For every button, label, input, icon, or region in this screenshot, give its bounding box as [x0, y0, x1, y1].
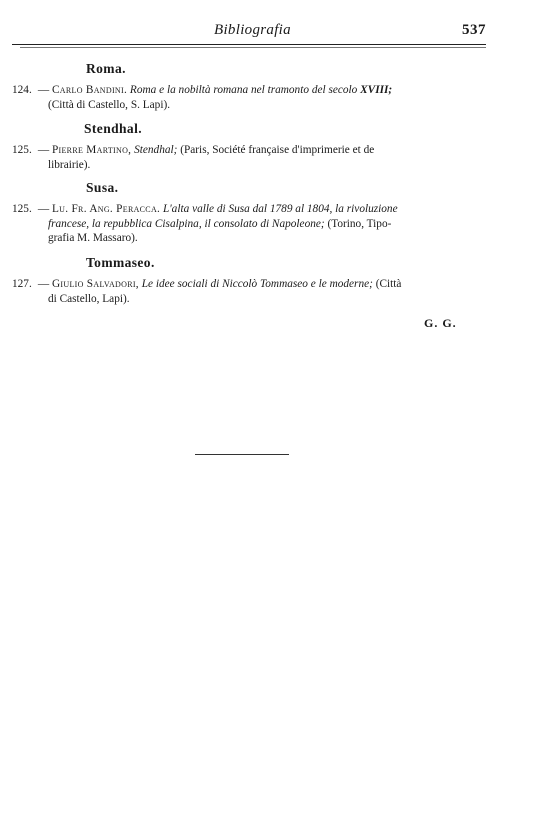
entry-number: 124. [12, 84, 32, 96]
entry-125-stendhal [12, 143, 486, 172]
entry-124 [12, 83, 486, 112]
closing-rule [195, 454, 289, 455]
entry-continuation-2: grafia M. Massaro). [48, 232, 138, 244]
running-head [0, 22, 550, 42]
entry-author: Pierre Martino, [51, 144, 132, 156]
section-heading-tommaseo: Tommaseo. [86, 255, 155, 270]
entry-continuation: (Città di Castello, S. Lapi). [48, 98, 171, 111]
signature: G. G. [424, 316, 457, 330]
entry-number: 127. [12, 278, 32, 290]
entry-dash: — [37, 278, 50, 290]
running-head-title: Bibliografia [214, 22, 291, 38]
entry-title: L'alta valle di Susa dal 1789 al 1804, la rivoluzione [162, 203, 398, 215]
entry-title: Stendhal; [134, 144, 178, 156]
entry-title-century: XVIII; [360, 84, 393, 96]
entry-continuation: librairie). [48, 158, 91, 171]
entry-continuation-publisher: (Torino, Tipo- [327, 217, 392, 230]
entry-author: Giulio Salvadori, [51, 278, 139, 290]
entry-title: Le idee sociali di Niccolò Tommaseo e le moderne; [141, 278, 373, 290]
entry-continuation: di Castello, Lapi). [48, 292, 130, 305]
page-number: 537 [462, 22, 486, 38]
entry-title: Roma e la nobiltà romana nel tramonto del secolo [129, 84, 358, 96]
entry-publisher: (Città [375, 278, 402, 290]
entry-dash: — [37, 203, 50, 215]
header-rule [12, 44, 486, 45]
entry-continuation-title: francese, la repubblica Cisalpina, il consolato di Napoleone; [48, 217, 325, 230]
section-heading-roma: Roma. [86, 61, 126, 76]
entry-number: 125. [12, 203, 32, 215]
section-heading-susa: Susa. [86, 180, 119, 195]
entry-publisher: (Paris, Société française d'imprimerie et de [180, 144, 375, 156]
entry-number: 125. [12, 144, 32, 156]
entry-author: Carlo Bandini. [51, 84, 128, 96]
entry-127 [12, 277, 486, 306]
section-heading-stendhal: Stendhal. [84, 121, 142, 136]
entry-author: Lu. Fr. Ang. Peracca. [51, 203, 161, 215]
entry-125-susa [12, 202, 486, 246]
entry-dash: — [37, 144, 50, 156]
header-rule-secondary [20, 47, 486, 48]
entry-dash: — [37, 84, 50, 96]
entry-continuation [12, 217, 486, 232]
